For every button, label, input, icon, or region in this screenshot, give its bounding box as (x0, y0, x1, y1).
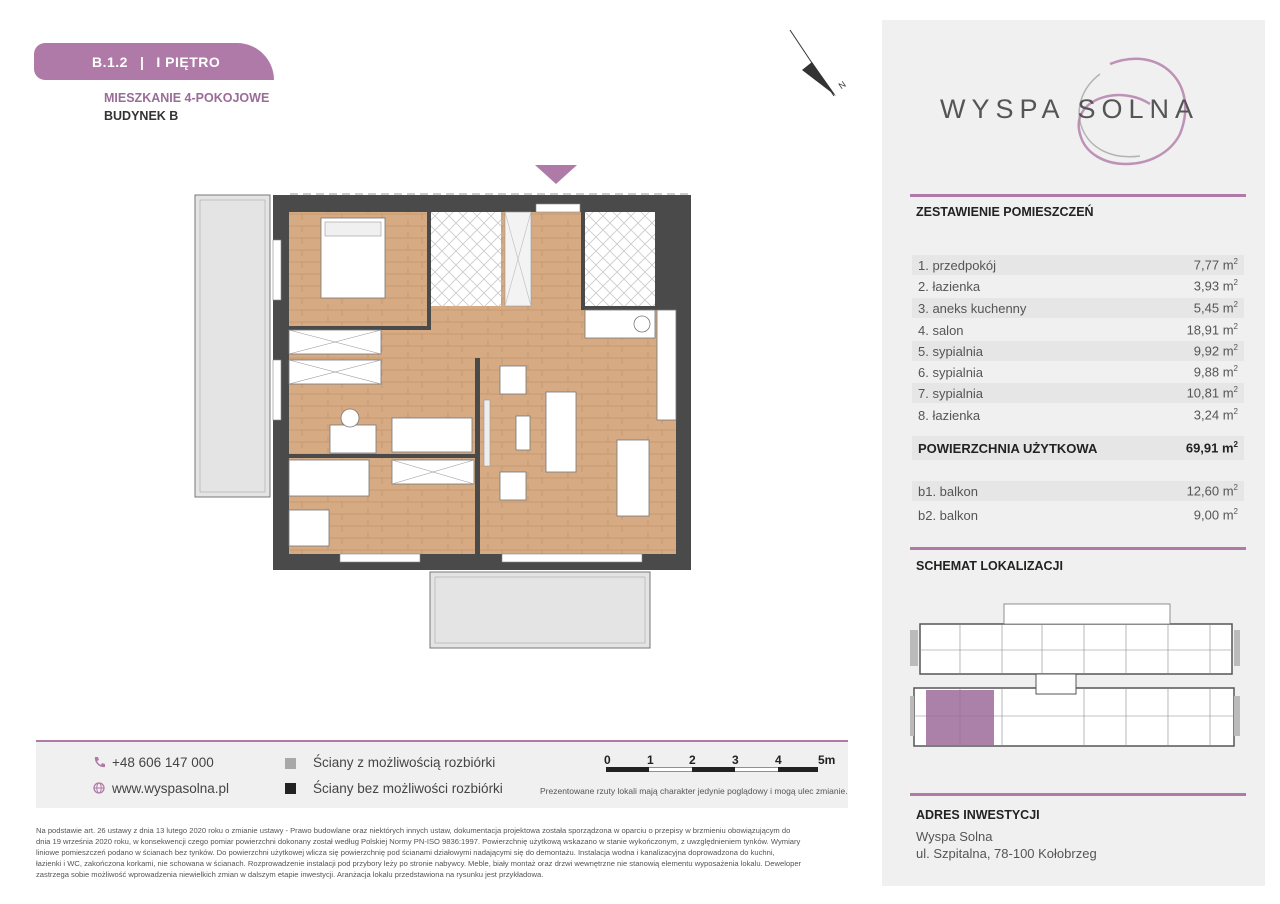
legal-notice (36, 825, 851, 880)
room-name: 4. salon (918, 322, 964, 338)
highlighted-unit (926, 690, 994, 746)
room-name: 5. sypialnia (918, 343, 984, 359)
legal-line: liniowe pomieszczeń podano w ścianach bez tynków. Do powierzchni użytkowej wlicza się powierzchnię pod ścianami działowymi nadającymi się do demontażu. Instalacja wodna i kanalizacyjna doprowadzona do kuchni, (36, 848, 775, 857)
room-row: 6. sypialnia 9,88 $m^2$ (918, 364, 1238, 380)
room-name: 8. łazienka (918, 407, 981, 423)
scale-label: 1 (647, 753, 654, 767)
rooms-title: ZESTAWIENIE POMIESZCZEŃ (916, 205, 1094, 219)
location-title: SCHEMAT LOKALIZACJI (916, 559, 1063, 573)
room-row: 2. łazienka 3,93 $m^2$ (918, 278, 1238, 294)
room-name: 1. przedpokój (918, 257, 997, 273)
legal-line: dnia 19 września 2020 roku, w konsekwencji czego pomiar powierzchni dokonany został według Polskiej Normy PN-ISO 9836:1997. Powierzchnię użytkową wskazano w stanie wykończonym, z uwzględnieniem tynków. Wymiary (36, 837, 801, 846)
room-row: 7. sypialnia 10,81 $m^2$ (912, 383, 1244, 403)
room-area: 3,24 m (1193, 407, 1234, 423)
fixed-wall-swatch (285, 783, 296, 794)
removable-wall-swatch (285, 758, 296, 769)
balcony-area: 12,60 m (1186, 483, 1234, 499)
total-area-value: 69,91 m (1185, 440, 1234, 456)
apartment-type: MIESZKANIE 4-POKOJOWE (104, 91, 270, 105)
room-area: 9,88 m (1193, 364, 1234, 380)
room-name: 2. łazienka (918, 278, 981, 294)
phone-number[interactable]: +48 606 147 000 (112, 755, 214, 770)
balcony-name: b1. balkon (918, 483, 978, 499)
legal-line: Na podstawie art. 26 ustawy z dnia 13 lutego 2020 roku o zmianie ustawy - Prawo budowlane oraz niektórych innych ustaw, dokumentacja projektowa została sporządzona w oparciu o przepisy w brzmieniu obowiązującym do (36, 826, 791, 835)
room-row: 3. aneks kuchenny 5,45 $m^2$ (912, 298, 1244, 318)
balcony-name: b2. balkon (918, 507, 978, 523)
room-area: 7,77 m (1193, 257, 1234, 273)
scale-bar (606, 767, 818, 772)
room-area: 18,91 m (1186, 322, 1234, 338)
header-separator: | (139, 53, 145, 70)
address-title: ADRES INWESTYCJI (916, 808, 1040, 822)
room-area: 3,93 m (1193, 278, 1234, 294)
floor-plan (190, 160, 700, 660)
legend-bar (36, 740, 848, 808)
room-area: 5,45 m (1193, 300, 1234, 316)
balcony-row: b2. balkon 9,00 $m^2$ (918, 507, 1238, 523)
scale-label: 2 (689, 753, 696, 767)
room-row: 1. przedpokój 7,77 $m^2$ (912, 255, 1244, 275)
room-row: 8. łazienka 3,24 $m^2$ (918, 407, 1238, 423)
room-area: 10,81 m (1186, 385, 1234, 401)
address-line-2: ul. Szpitalna, 78-100 Kołobrzeg (916, 846, 1097, 861)
legal-line: łazienki i WC, zakończona korkami, nie schowana w ścianach. Rozprowadzenie instalacji pod przybory leży po stronie nabywcy. Meble, biały montaż oraz drzwi wewnętrzne nie stanowią elementu wyposażenia lokalu. Deweloper (36, 859, 802, 868)
legal-line: zastrzega sobie możliwość wprowadzenia niewielkich zmian w dalszym etapie inwestycji. Aranżacja lokalu przedstawiona na rysunku jest przykładowa. (36, 870, 544, 879)
compass-north-label: N (836, 79, 848, 91)
brand-logo-text: WYSPA SOLNA (940, 94, 1200, 124)
scale-label: 4 (775, 753, 782, 767)
total-area-row: POWIERZCHNIA UŻYTKOWA 69,91 $m^2$ (912, 436, 1244, 460)
scale-label: 0 (604, 753, 611, 767)
plan-disclaimer: Prezentowane rzuty lokali mają charakter jedynie poglądowy i mogą ulec zmianie. (540, 786, 848, 796)
phone-icon (93, 756, 105, 768)
room-name: 6. sypialnia (918, 364, 984, 380)
website-link[interactable]: www.wyspasolna.pl (112, 781, 230, 796)
scale-label: 3 (732, 753, 739, 767)
room-area: 9,92 m (1193, 343, 1234, 359)
location-scheme-map (910, 600, 1240, 765)
balcony-area: 9,00 m (1193, 507, 1234, 523)
unit-code: B.1.2 (92, 53, 128, 70)
room-name: 7. sypialnia (918, 385, 984, 401)
fixed-wall-label: Ściany bez możliwości rozbiórki (313, 781, 503, 796)
scale-label: 5m (818, 753, 836, 767)
building-label: BUDYNEK B (104, 109, 179, 123)
total-area-label: POWIERZCHNIA UŻYTKOWA (918, 440, 1098, 456)
floor-label: I PIĘTRO (156, 53, 221, 70)
unit-header-tab (34, 43, 274, 80)
room-row: 4. salon 18,91 $m^2$ (918, 322, 1238, 338)
globe-icon (93, 782, 105, 794)
removable-wall-label: Ściany z możliwością rozbiórki (313, 755, 496, 770)
balcony-row: b1. balkon 12,60 $m^2$ (912, 481, 1244, 501)
room-row: 5. sypialnia 9,92 $m^2$ (912, 341, 1244, 361)
address-line-1: Wyspa Solna (916, 829, 993, 844)
room-name: 3. aneks kuchenny (918, 300, 1027, 316)
